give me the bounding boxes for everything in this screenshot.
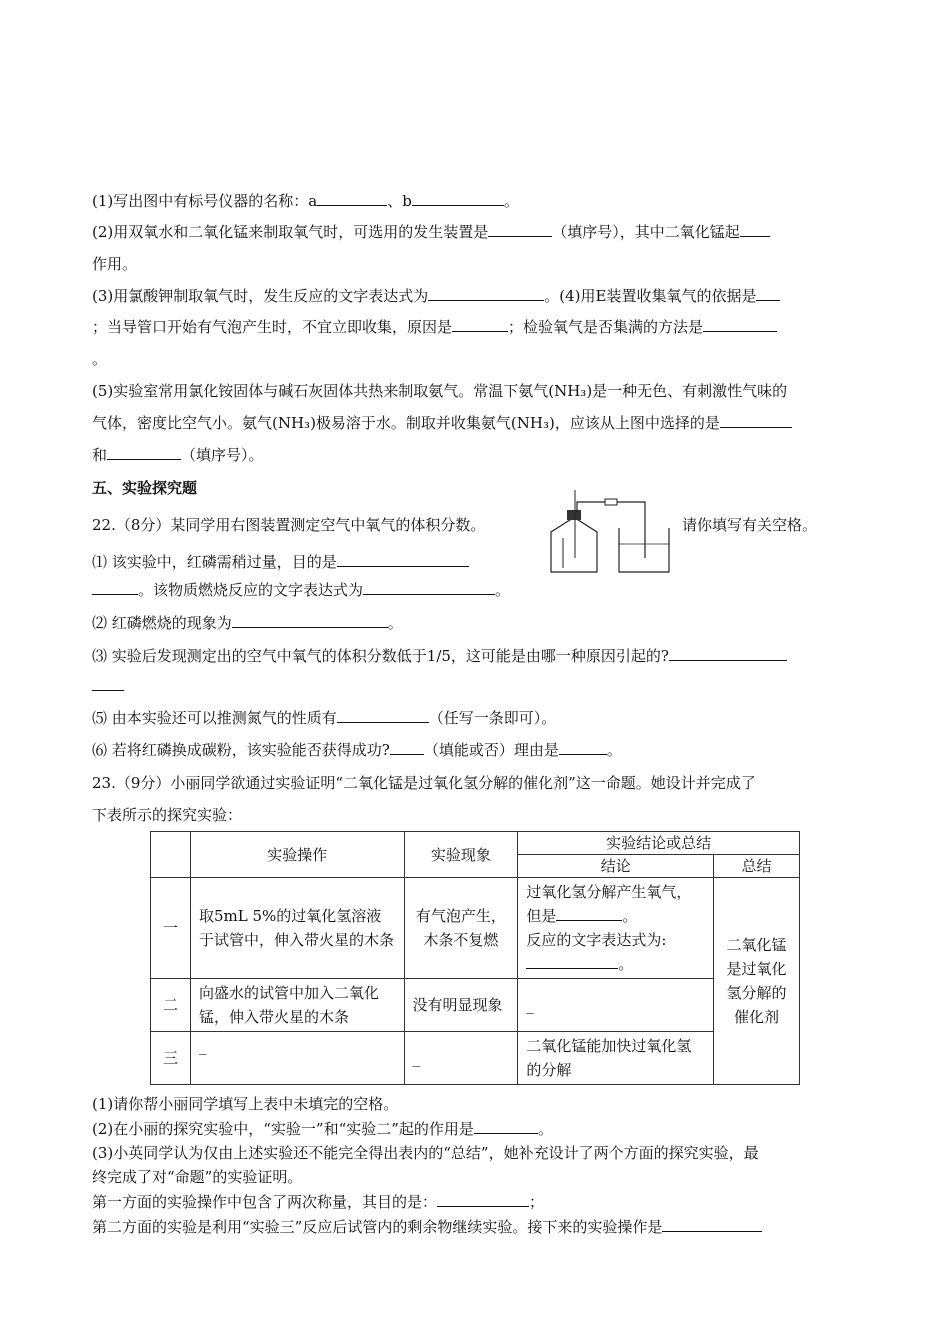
q23-text: (2)在小丽的探究实验中，“实验一”和“实验二”起的作用是 <box>92 1120 474 1138</box>
blank[interactable] <box>720 413 792 428</box>
q21-text: 。(4)用E装置收集氧气的依据是 <box>544 287 757 305</box>
q23-item-5 <box>92 1217 762 1237</box>
q22-intro-right: 请你填写有关空格。 <box>682 516 818 534</box>
q22-text: 。 <box>387 614 403 632</box>
blank[interactable] <box>437 1192 529 1207</box>
conclusion-text: 。 <box>622 907 638 925</box>
blank[interactable] <box>559 740 607 755</box>
q21-text: (5)实验室常用氯化铵固体与碱石灰固体共热来制取氨气。常温下氨气(NH₃)是一种无色、有刺激性气味的 <box>92 382 788 400</box>
table-row <box>151 1032 800 1085</box>
q21-item-1 <box>92 191 519 211</box>
q23-intro: 23.（9分）小丽同学欲通过实验证明“二氧化锰是过氧化氢分解的催化剂”这一命题。她设计并完成了 <box>92 774 756 792</box>
q21-text: 和 <box>92 446 108 464</box>
q21-text: 作用。 <box>92 255 138 273</box>
blank[interactable] <box>474 1119 538 1134</box>
cell-phenomenon: 有气泡产生，木条不复燃 <box>404 878 518 979</box>
blank[interactable] <box>740 222 770 237</box>
header-phenomenon: 实验现象 <box>404 832 518 878</box>
q22-item-2 <box>92 613 403 633</box>
q22-text: （填能或否）理由是 <box>423 741 559 759</box>
q21-text: 气体，密度比空气小。氨气(NH₃)极易溶于水。制取并收集氨气(NH₃)，应该从上图中选择的是 <box>92 414 720 432</box>
q22-intro: 22.（8分）某同学用右图装置测定空气中氧气的体积分数。 <box>92 516 486 534</box>
table-row <box>151 979 800 1032</box>
q23-item-2 <box>92 1119 553 1139</box>
q22-item-5 <box>92 708 556 728</box>
cell-conclusion: 二氧化锰能加快过氧化氢的分解 <box>518 1032 714 1085</box>
q22-text: ⑹ 若将红磷换成碳粉，该实验能否获得成功? <box>92 741 390 759</box>
cell-conclusion[interactable]: _ <box>518 979 714 1032</box>
q21-text: (2)用双氧水和二氧化锰来制取氧气时，可选用的发生装置是 <box>92 223 489 241</box>
row-number: 二 <box>151 979 191 1032</box>
table-header-row <box>151 832 800 855</box>
blank[interactable] <box>669 646 787 661</box>
cell-operation: 取5mL 5%的过氧化氢溶液于试管中，伸入带火星的木条 <box>190 878 404 979</box>
q23-text: ； <box>529 1193 545 1211</box>
blank[interactable] <box>92 580 138 595</box>
header-conclusion: 结论 <box>518 855 714 878</box>
cell-phenomenon: 没有明显现象 <box>404 979 518 1032</box>
blank[interactable] <box>337 708 429 723</box>
q21-item-2 <box>92 222 770 242</box>
q22-text: ⑴ 该实验中，红磷需稍过量，目的是 <box>92 553 337 571</box>
section-heading: 五、实验探究题 <box>92 479 198 497</box>
q22-text: ⑸ 由本实验还可以推测氮气的性质有 <box>92 709 337 727</box>
experiment-table <box>150 831 800 1085</box>
q21-text: (3)用氯酸钾制取氧气时，发生反应的文字表达式为 <box>92 287 429 305</box>
q23-text: 终完成了对“命题”的实验证明。 <box>92 1168 303 1186</box>
blank[interactable] <box>452 317 508 332</box>
conclusion-text: 反应的文字表达式为: <box>526 931 667 949</box>
q23-text: (3)小英同学认为仅由上述实验还不能完全得出表内的“总结”，她补充设计了两个方面的探究实验，最 <box>92 1144 759 1162</box>
q23-text: 第二方面的实验是利用“实验三”反应后试管内的剩余物继续实验。接下来的实验操作是 <box>92 1218 663 1236</box>
blank[interactable] <box>390 740 424 755</box>
table-row <box>151 878 800 979</box>
q21-text: (1)写出图中有标号仪器的名称：a <box>92 192 318 210</box>
blank[interactable] <box>756 286 780 301</box>
q21-text: 。 <box>92 350 108 368</box>
apparatus-diagram <box>545 488 675 578</box>
cell-summary: 二氧化锰是过氧化氢分解的催化剂 <box>714 878 800 1085</box>
cell-operation: 向盛水的试管中加入二氧化锰，伸入带火星的木条 <box>190 979 404 1032</box>
q22-item-1 <box>92 552 469 572</box>
row-number: 一 <box>151 878 191 979</box>
q22-text: ⑵ 红磷燃烧的现象为 <box>92 614 232 632</box>
q22-text: 。 <box>495 581 511 599</box>
header-conclusion-summary: 实验结论或总结 <box>518 832 800 855</box>
q22-text: 。 <box>606 741 622 759</box>
q21-text: （填序号）。 <box>181 446 264 464</box>
q21-item-3 <box>92 286 780 306</box>
q22-item-1-cont <box>92 580 510 600</box>
q22-item-3 <box>92 646 787 666</box>
q23-item-4 <box>92 1192 544 1212</box>
q21-item-3-cont <box>92 317 777 337</box>
q21-text: 。 <box>503 192 519 210</box>
header-operation: 实验操作 <box>190 832 404 878</box>
q21-text: 、b <box>387 192 412 210</box>
row-number: 三 <box>151 1032 191 1085</box>
q21-text: ；当导管口开始有气泡产生时，不宜立即收集，原因是 <box>92 318 453 336</box>
table-cell <box>151 832 191 878</box>
blank[interactable] <box>662 1217 762 1232</box>
q22-text: （任写一条即可）。 <box>428 709 557 727</box>
header-summary: 总结 <box>714 855 800 878</box>
blank[interactable] <box>488 222 552 237</box>
q22-text: ⑶ 实验后发现测定出的空气中氧气的体积分数低于1/5，这可能是由哪一种原因引起的? <box>92 647 669 665</box>
blank[interactable] <box>92 676 124 691</box>
blank[interactable] <box>428 286 544 301</box>
q21-item-5-cont <box>92 445 264 465</box>
blank-a[interactable] <box>317 191 387 206</box>
q23-text: 。 <box>537 1120 553 1138</box>
cell-operation[interactable]: _ <box>190 1032 404 1085</box>
blank[interactable] <box>107 445 181 460</box>
q21-text: ；检验氧气是否集满的方法是 <box>508 318 704 336</box>
blank[interactable] <box>232 613 388 628</box>
q22-text: 。该物质燃烧反应的文字表达式为 <box>138 581 364 599</box>
q22-item-3-cont <box>92 676 124 696</box>
q23-intro: 下表所示的探究实验： <box>92 806 243 824</box>
cell-conclusion <box>518 878 714 979</box>
q21-text: （填序号），其中二氧化锰起 <box>552 223 740 241</box>
blank[interactable] <box>363 580 495 595</box>
blank[interactable] <box>337 552 469 567</box>
conclusion-text: 过氧化氢分解产生氧气，但是 <box>526 883 692 925</box>
q22-item-6 <box>92 740 622 760</box>
blank[interactable] <box>556 906 622 921</box>
cell-phenomenon[interactable]: _ <box>404 1032 518 1085</box>
q23-text: (1)请你帮小丽同学填写上表中未填完的空格。 <box>92 1095 399 1113</box>
blank[interactable] <box>526 954 618 969</box>
q23-text: 第一方面的实验操作中包含了两次称量，其目的是： <box>92 1193 438 1211</box>
conclusion-text: 。 <box>618 955 634 973</box>
blank[interactable] <box>703 317 777 332</box>
q21-item-5 <box>92 413 792 433</box>
blank-b[interactable] <box>412 191 504 206</box>
